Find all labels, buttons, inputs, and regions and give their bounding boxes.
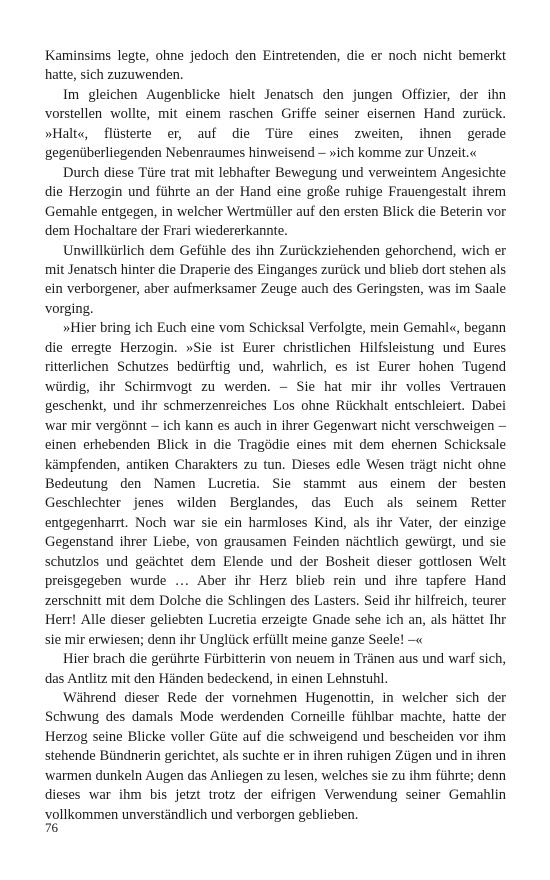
- paragraph: Kaminsims legte, ohne jedoch den Eintretenden, die er noch nicht bemerkt hatte, sich zuzuwenden.: [45, 48, 506, 84]
- paragraph: Während dieser Rede der vornehmen Hugenottin, in welcher sich der Schwung des damals Mode werdenden Corneille fühlbar machte, hatte der Herzog seine Blicke voller Güte auf die schweigend und bescheiden vor ihm stehende Bündnerin gerichtet, als suchte er in ihren ruhigen Zügen und in ihren warmen dunkeln Augen das Anliegen zu lesen, welches sie zu ihm führte; denn dieses war ihm bis jetzt trotz der eifrigen Verwendung seiner Gemahlin vollkommen unverständlich und verborgen geblieben.: [45, 689, 506, 823]
- paragraph: Unwillkürlich dem Gefühle des ihn Zurückziehenden gehorchend, wich er mit Jenatsch hinter die Draperie des Einganges zurück und blieb dort stehen als ein verborgener, aber aufmerksamer Zeuge auch des Geringsten, was im Saale vorging.: [45, 242, 506, 317]
- body-text: [45, 47, 506, 825]
- paragraph: Hier brach die gerührte Fürbitterin von neuem in Tränen aus und warf sich, das Antlitz mit den Händen bedeckend, in einen Lehnstuhl.: [45, 651, 506, 687]
- paragraph: »Hier bring ich Euch eine vom Schicksal Verfolgte, mein Gemahl«, begann die erregte Herzogin. »Sie ist Eurer christlichen Hilfsleistung und Eures ritterlichen Schutzes bedürftig und, wahrlich, es ist Eurer hohen Tugend würdig, ihr Schirmvogt zu werden. – Sie hat mir ihr volles Vertrauen geschenkt, und ihr schmerzenreiches Los ohne Rückhalt entschleiert. Dabei war mir vergönnt – ich kann es auch in ihrer Gegenwart nicht verschweigen – einen erhebenden Blick in die Tragödie eines mit dem ehernen Schicksale kämpfenden, antiken Charakters zu tun. Dieses edle Wesen trägt nicht ohne Bedeutung den Namen Lucretia. Sie stammt aus einem der besten Geschlechter jenes wilden Berglandes, das Euch als seinem Retter entgegenharrt. Noch war sie ein harmloses Kind, als ihr Vater, der einzige Gegenstand ihrer Liebe, von grausamen Feinden nächtlich gewürgt, und sie schutzlos und geächtet dem Elende und der Bosheit dieser gottlosen Welt preisgegeben wurde … Aber ihr Herz blieb rein und ihre tapfere Hand zerschnitt mit dem Dolche die Schlingen des Lasters. Seid ihr hilfreich, teurer Herr! Alle dieser geliebten Lucretia erzeigte Gnade sehe ich an, als hättet Ihr sie mir erwiesen; denn ihr Unglück erfüllt meine ganze Seele! –«: [45, 320, 506, 648]
- paragraph: Durch diese Türe trat mit lebhafter Bewegung und verweintem Angesichte die Herzogin und führte an der Hand eine große ruhige Frauengestalt ihrem Gemahle entgegen, in welcher Wertmüller auf den ersten Blick die Beterin vor dem Hochaltare der Frari wiedererkannte.: [45, 164, 506, 240]
- paragraph: Im gleichen Augenblicke hielt Jenatsch den jungen Offizier, der ihn vorstellen wollte, mit einem raschen Griffe seiner eisernen Hand zurück. »Halt«, flüsterte er, auf die Türe eines zweiten, ihnen gerade gegenüberliegenden Nebenraumes hinweisend – »ich komme zur Unzeit.«: [45, 86, 506, 162]
- page-number: 76: [45, 820, 58, 835]
